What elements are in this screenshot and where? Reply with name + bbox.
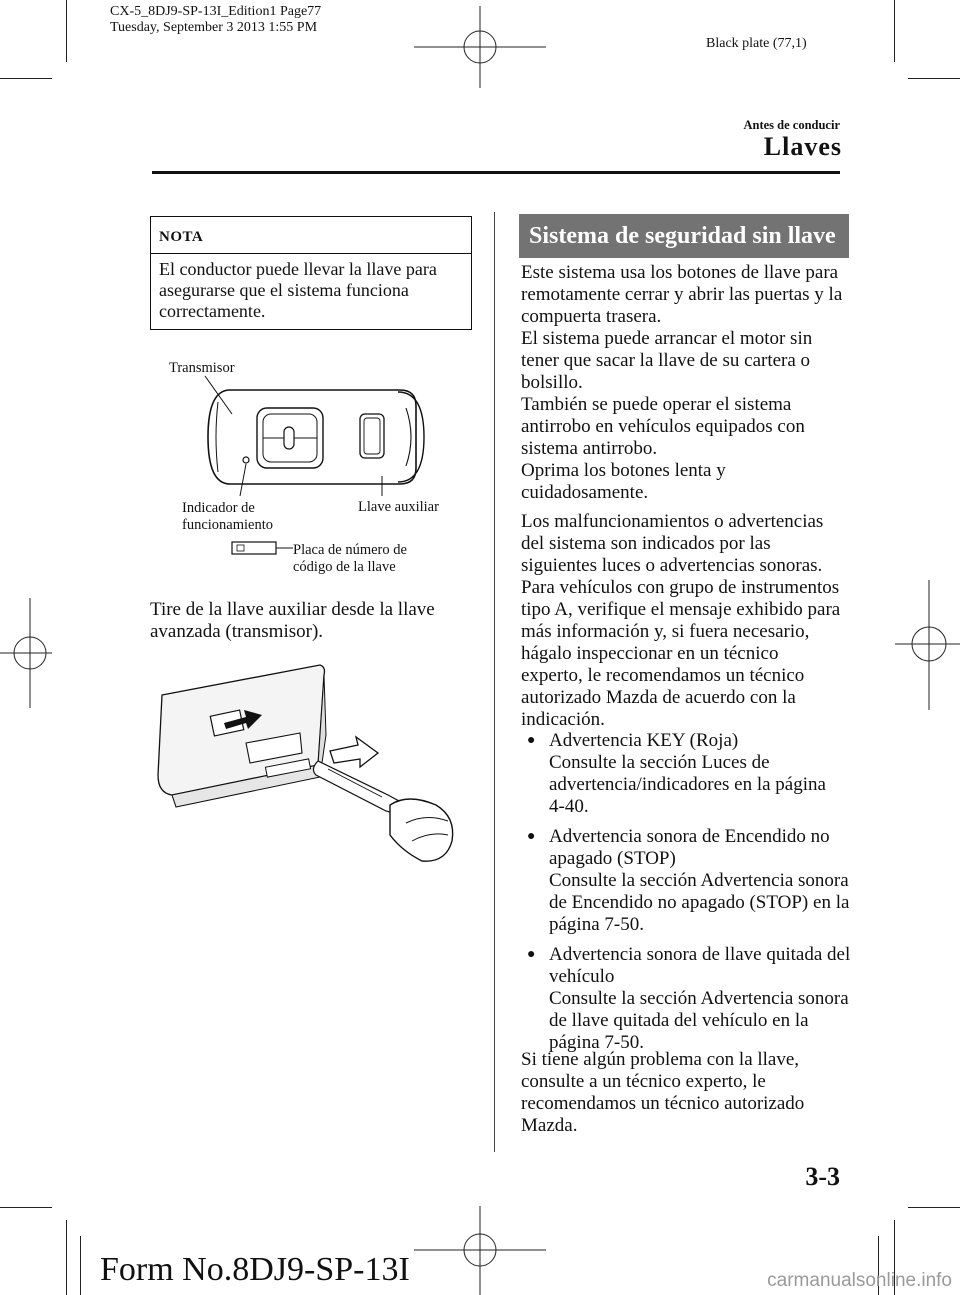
list-item: ● Advertencia KEY (Roja) Consulte la sección Luces de advertencia/indicadores en la página 4-40. (527, 730, 826, 817)
print-header (110, 4, 321, 36)
aux-key-removal-figure (150, 655, 480, 880)
chapter-title: Llaves (763, 132, 842, 161)
page-number: 3-3 (805, 1162, 840, 1191)
bullet-icon: ● (527, 733, 536, 748)
list-item: ● Advertencia sonora de Encendido no apagado (STOP) Consulte la sección Advertencia sonora de Encendido no apagado (STOP) en la página 7-50. (527, 826, 850, 935)
note-divider (151, 253, 471, 254)
print-header-file: CX-5_8DJ9-SP-13I_Edition1 Page77 (110, 4, 322, 19)
note-title: NOTA (159, 229, 204, 245)
registration-mark-bottom (414, 1206, 546, 1295)
registration-mark-left (0, 598, 52, 708)
column-divider (494, 212, 495, 1152)
form-number: Form No.8DJ9-SP-13I (100, 1251, 410, 1288)
note-box (150, 216, 472, 330)
warning-list (521, 730, 851, 1062)
print-header-date: Tuesday, September 3 2013 1:55 PM (110, 20, 318, 35)
note-text: El conductor puede llevar la llave para asegurarse que el sistema funciona correctamente. (159, 259, 437, 321)
left-paragraph: Tire de la llave auxiliar desde la llave avanzada (transmisor). (150, 599, 435, 642)
section-heading: Sistema de seguridad sin llave (519, 214, 849, 258)
label-indicator: Indicador de funcionamiento (182, 500, 274, 533)
registration-mark-right (895, 580, 960, 710)
section-label: Antes de conducir (743, 118, 840, 132)
bullet-icon: ● (527, 947, 536, 962)
print-plate: Black plate (77,1) (706, 36, 807, 51)
section-paragraph-1: Este sistema usa los botones de llave para remotamente cerrar y abrir las puertas y la compuerta trasera. El sistema puede arrancar el motor sin tener que sacar la llave de su cartera o bolsillo. También se puede operar el sistema antirrobo en vehículos equipados con sistema antirrobo. Oprima los botones lenta y cuidadosamente. (521, 262, 843, 503)
watermark: carmanualsonline.info (767, 1270, 952, 1291)
label-transmitter: Transmisor (169, 360, 235, 376)
header-rule (152, 171, 840, 174)
crop-mark (66, 0, 67, 62)
crop-mark (0, 78, 52, 79)
crop-mark (0, 1207, 52, 1208)
section-paragraph-2: Los malfuncionamientos o advertencias del sistema son indicados por las siguientes luces o advertencias sonoras. Para vehículos con grupo de instrumentos tipo A, verifique el mensaje exhibido para más información y, si fuera necesario, hágalo inspeccionar en un técnico experto, le recomendamos un técnico autorizado Mazda de acuerdo con la indicación. (521, 511, 841, 730)
label-aux-key: Llave auxiliar (358, 499, 439, 515)
bullet-icon: ● (527, 829, 536, 844)
crop-mark (80, 1236, 81, 1295)
crop-mark (894, 0, 895, 62)
closing-paragraph: Si tiene algún problema con la llave, consulte a un técnico experto, le recomendamos un técnico autorizado Mazda. (521, 1049, 805, 1136)
list-item: ● Advertencia sonora de llave quitada del vehículo Consulte la sección Advertencia sonora de llave quitada del vehículo en la página 7-50. (527, 944, 851, 1053)
crop-mark (908, 1207, 960, 1208)
registration-mark-top (414, 6, 546, 88)
label-code-plate: Placa de número de código de la llave (293, 542, 407, 575)
crop-mark (908, 78, 960, 79)
crop-mark (66, 1220, 67, 1295)
